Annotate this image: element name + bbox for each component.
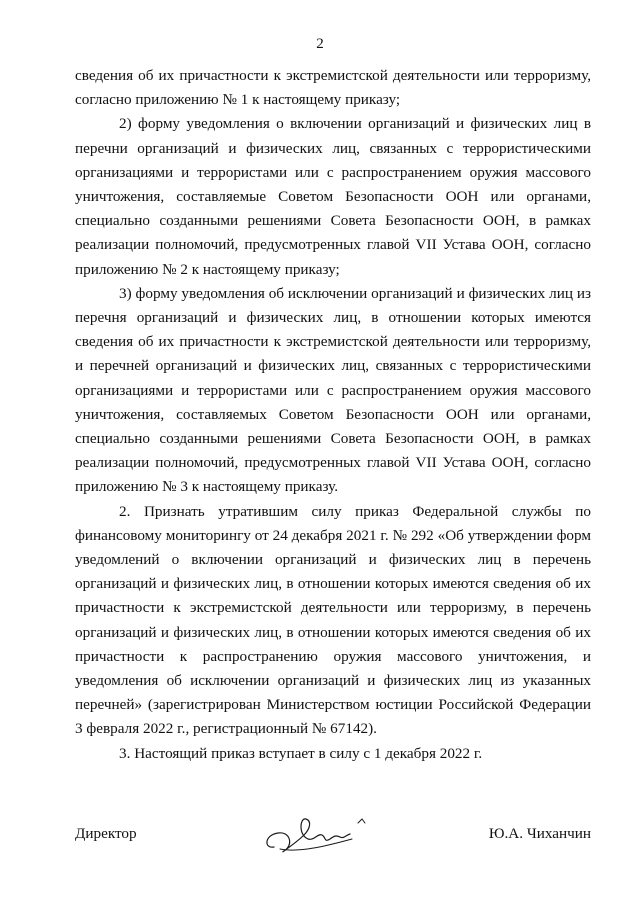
paragraph-item-2: 2) форму уведомления о включении организаций и физических лиц в перечни организаций и физических лиц, связанных с террористическими организациями и террористами или с распространением оружия массового уничтожения, составляемые Советом Безопасности ООН или органами, специально созданными решениями Совета Безопасности ООН, в рамках реализации полномочий, предусмотренных главой VII Устава ООН, согласно приложению № 2 к настоящему приказу; (75, 115, 591, 278)
page-number: 2 (316, 36, 324, 52)
paragraph-item-3: 3) форму уведомления об исключении организаций и физических лиц из перечня организаций и физических лиц, в отношении которых имеются сведения об их причастности к экстремистской деятельности или терроризму, и перечней организаций и физических лиц, связанных с террористическими организациями и террористами или с распространением оружия массового уничтожения, составляемых Советом Безопасности ООН или органами, специально созданными решениями Совета Безопасности ООН, в рамках реализации полномочий, предусмотренных главой VII Устава ООН, согласно приложению № 3 к настоящему приказу. (75, 284, 591, 496)
paragraph-continuation: сведения об их причастности к экстремистской деятельности или терроризму, согласно приложению № 1 к настоящему приказу; (75, 67, 591, 109)
paragraph-clause-2: 2. Признать утратившим силу приказ Федеральной службы по финансовому мониторингу от 24 декабря 2021 г. № 292 «Об утверждении форм уведомлений о включении организаций и физических лиц в перечень организаций и физических лиц, в отношении которых имеются сведения об их причастности к экстремистской деятельности или терроризму, в перечень организаций и физических лиц, в отношении которых имеются сведения об их причастности к распространению оружия массового уничтожения, и уведомления об исключении организаций и физических лиц из указанных перечней» (зарегистрирован Министерством юстиции Российской Федерации 3 февраля 2022 г., регистрационный № 67142). (75, 502, 591, 738)
signature-block (75, 823, 591, 853)
paragraph-clause-3: 3. Настоящий приказ вступает в силу с 1 декабря 2022 г. (119, 744, 483, 762)
signer-role: Директор (75, 825, 137, 842)
document-body (75, 64, 591, 766)
signer-name: Ю.А. Чиханчин (488, 825, 591, 842)
handwritten-signature (260, 805, 370, 865)
